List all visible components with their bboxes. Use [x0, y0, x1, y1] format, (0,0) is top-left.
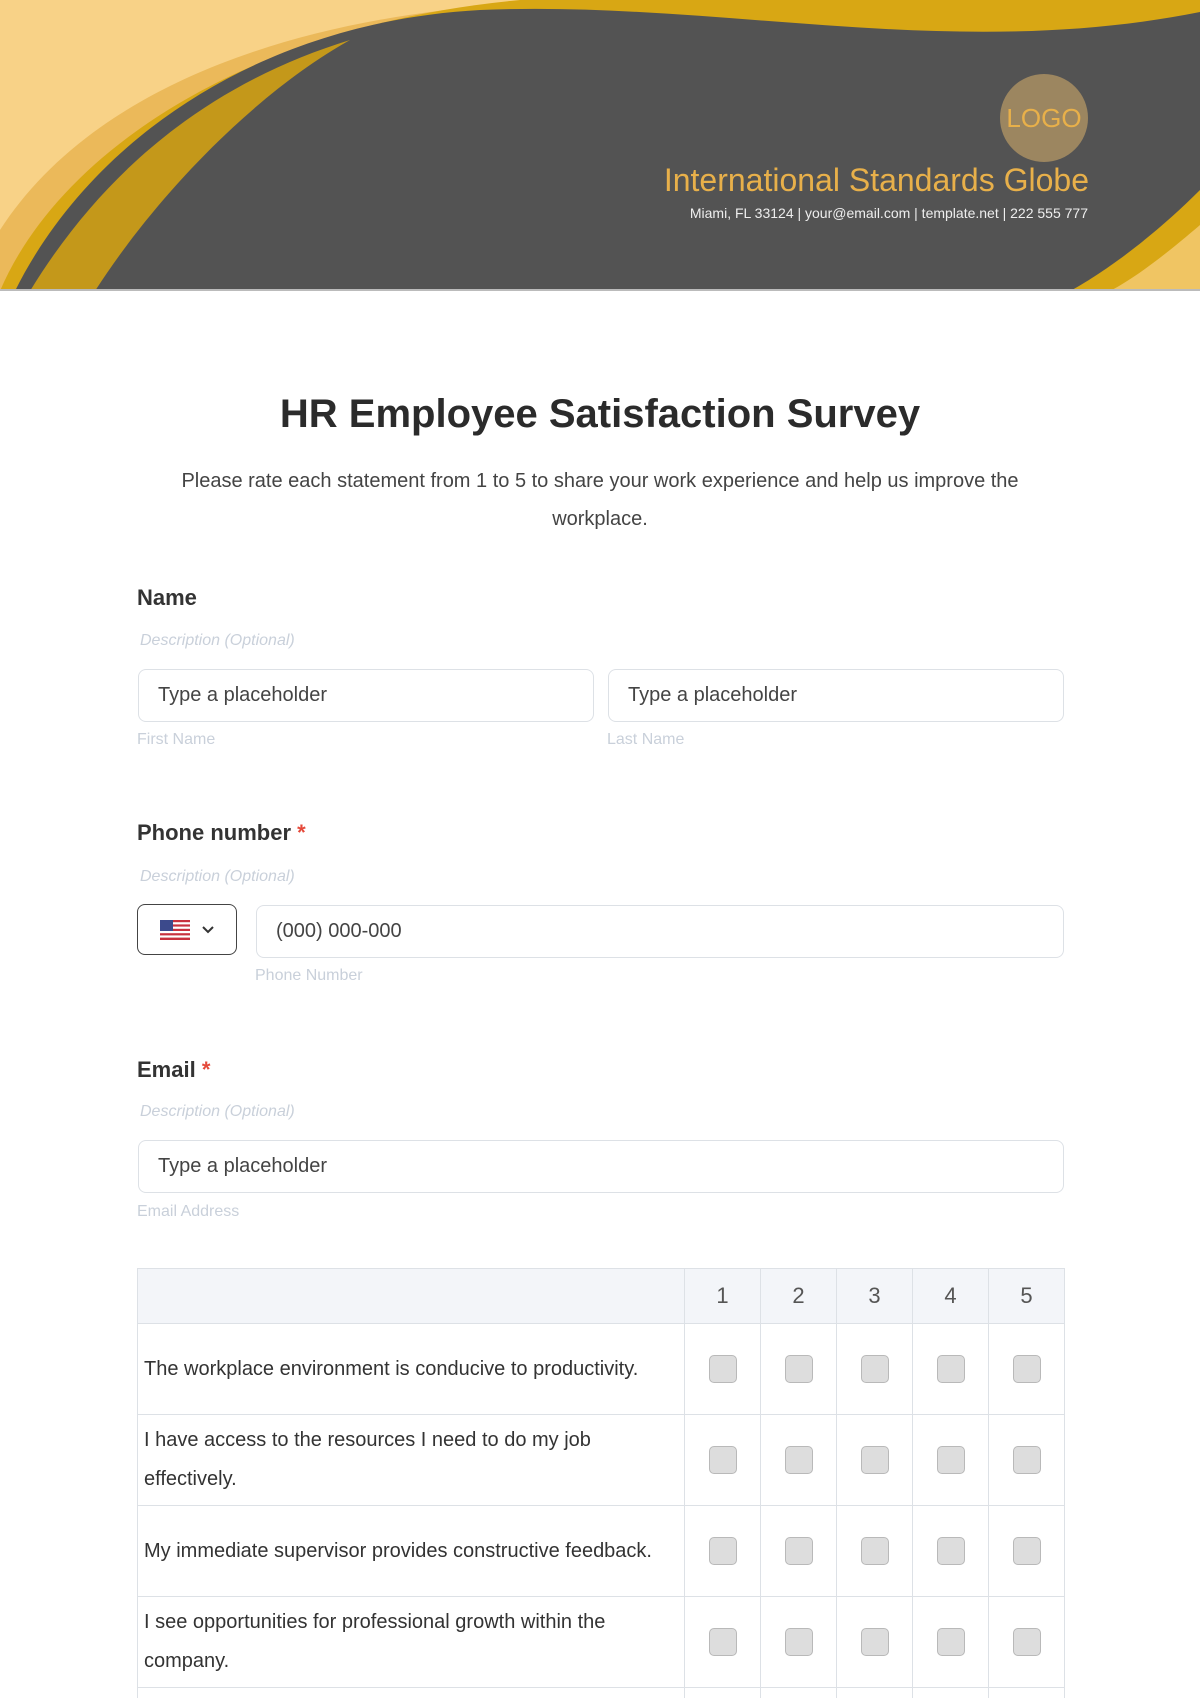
page-title: HR Employee Satisfaction Survey: [279, 392, 921, 436]
rating-cell: [989, 1597, 1065, 1688]
us-flag-icon: [160, 920, 190, 940]
rating-cell: [913, 1324, 989, 1415]
rating-checkbox-3[interactable]: [861, 1355, 889, 1383]
rating-cell: [761, 1415, 837, 1506]
rating-column-5: 5: [989, 1269, 1065, 1324]
phone-label-text: Phone number: [137, 820, 292, 845]
rating-cell: [837, 1688, 913, 1699]
rating-cell: [837, 1324, 913, 1415]
last-name-sublabel: Last Name: [607, 731, 685, 748]
rating-column-2: 2: [761, 1269, 837, 1324]
rating-cell: [685, 1506, 761, 1597]
rating-checkbox-3[interactable]: [861, 1446, 889, 1474]
rating-checkbox-1[interactable]: [709, 1628, 737, 1656]
rating-cell: [761, 1688, 837, 1699]
rating-column-3: 3: [837, 1269, 913, 1324]
rating-checkbox-3[interactable]: [861, 1628, 889, 1656]
statement-text: I see opportunities for professional growth within the company.: [138, 1597, 685, 1688]
logo-placeholder: LOGO: [1000, 74, 1088, 162]
rating-checkbox-4[interactable]: [937, 1628, 965, 1656]
statement-text: I have access to the resources I need to do my job effectively.: [138, 1415, 685, 1506]
rating-cell: [989, 1415, 1065, 1506]
rating-checkbox-2[interactable]: [785, 1537, 813, 1565]
phone-sublabel: Phone Number: [255, 967, 363, 984]
rating-column-1: 1: [685, 1269, 761, 1324]
rating-cell: [837, 1415, 913, 1506]
rating-cell: [913, 1597, 989, 1688]
rating-matrix: [137, 1268, 1065, 1698]
statement-column-header: [138, 1269, 685, 1324]
company-name: International Standards Globe: [663, 162, 1089, 198]
rating-cell: [685, 1324, 761, 1415]
rating-cell: [685, 1415, 761, 1506]
rating-row-partial: [138, 1688, 1065, 1699]
rating-row: [138, 1506, 1065, 1597]
rating-row: [138, 1415, 1065, 1506]
phone-input[interactable]: (000) 000-000: [256, 905, 1064, 958]
first-name-input[interactable]: Type a placeholder: [138, 669, 594, 722]
rating-checkbox-4[interactable]: [937, 1537, 965, 1565]
phone-label: [137, 820, 306, 846]
company-contact: Miami, FL 33124 | your@email.com | template.net | 222 555 777: [689, 205, 1088, 221]
rating-cell: [837, 1506, 913, 1597]
email-label-text: Email: [137, 1057, 196, 1082]
rating-checkbox-1[interactable]: [709, 1446, 737, 1474]
rating-checkbox-4[interactable]: [937, 1355, 965, 1383]
required-marker: *: [297, 820, 306, 845]
rating-cell: [761, 1597, 837, 1688]
rating-checkbox-5[interactable]: [1013, 1628, 1041, 1656]
rating-cell: [989, 1688, 1065, 1699]
email-sublabel: Email Address: [137, 1203, 240, 1220]
rating-checkbox-2[interactable]: [785, 1355, 813, 1383]
rating-checkbox-1[interactable]: [709, 1355, 737, 1383]
page-subtitle: Please rate each statement from 1 to 5 to share your work experience and help us improve the workplace.: [181, 470, 1019, 530]
rating-cell: [989, 1324, 1065, 1415]
email-label: [137, 1057, 210, 1083]
rating-checkbox-3[interactable]: [861, 1537, 889, 1565]
rating-cell: [685, 1597, 761, 1688]
rating-cell: [989, 1506, 1065, 1597]
country-code-select[interactable]: [137, 904, 237, 955]
statement-text: The workplace environment is conducive to productivity.: [138, 1324, 685, 1415]
rating-checkbox-4[interactable]: [937, 1446, 965, 1474]
rating-cell: [837, 1597, 913, 1688]
rating-checkbox-5[interactable]: [1013, 1537, 1041, 1565]
phone-description: Description (Optional): [140, 868, 295, 885]
email-input[interactable]: Type a placeholder: [138, 1140, 1064, 1193]
required-marker: *: [201, 1057, 211, 1082]
rating-cell: [913, 1688, 989, 1699]
rating-header-row: [138, 1269, 1065, 1324]
rating-checkbox-5[interactable]: [1013, 1446, 1041, 1474]
rating-row: [138, 1597, 1065, 1688]
rating-cell: [685, 1688, 761, 1699]
rating-checkbox-2[interactable]: [785, 1446, 813, 1474]
header-banner: [0, 0, 1200, 291]
email-description: Description (Optional): [140, 1103, 295, 1120]
rating-checkbox-2[interactable]: [785, 1628, 813, 1656]
rating-cell: [913, 1415, 989, 1506]
rating-column-4: 4: [913, 1269, 989, 1324]
rating-cell: [761, 1506, 837, 1597]
name-label: Name: [137, 585, 197, 610]
rating-row: [138, 1324, 1065, 1415]
rating-cell: [761, 1324, 837, 1415]
rating-checkbox-1[interactable]: [709, 1537, 737, 1565]
chevron-down-icon: [202, 926, 214, 934]
rating-checkbox-5[interactable]: [1013, 1355, 1041, 1383]
statement-text: My immediate supervisor provides constructive feedback.: [138, 1506, 685, 1597]
name-description: Description (Optional): [140, 632, 295, 649]
first-name-sublabel: First Name: [137, 731, 216, 748]
rating-cell: [913, 1506, 989, 1597]
last-name-input[interactable]: Type a placeholder: [608, 669, 1064, 722]
statement-text: [138, 1688, 685, 1699]
